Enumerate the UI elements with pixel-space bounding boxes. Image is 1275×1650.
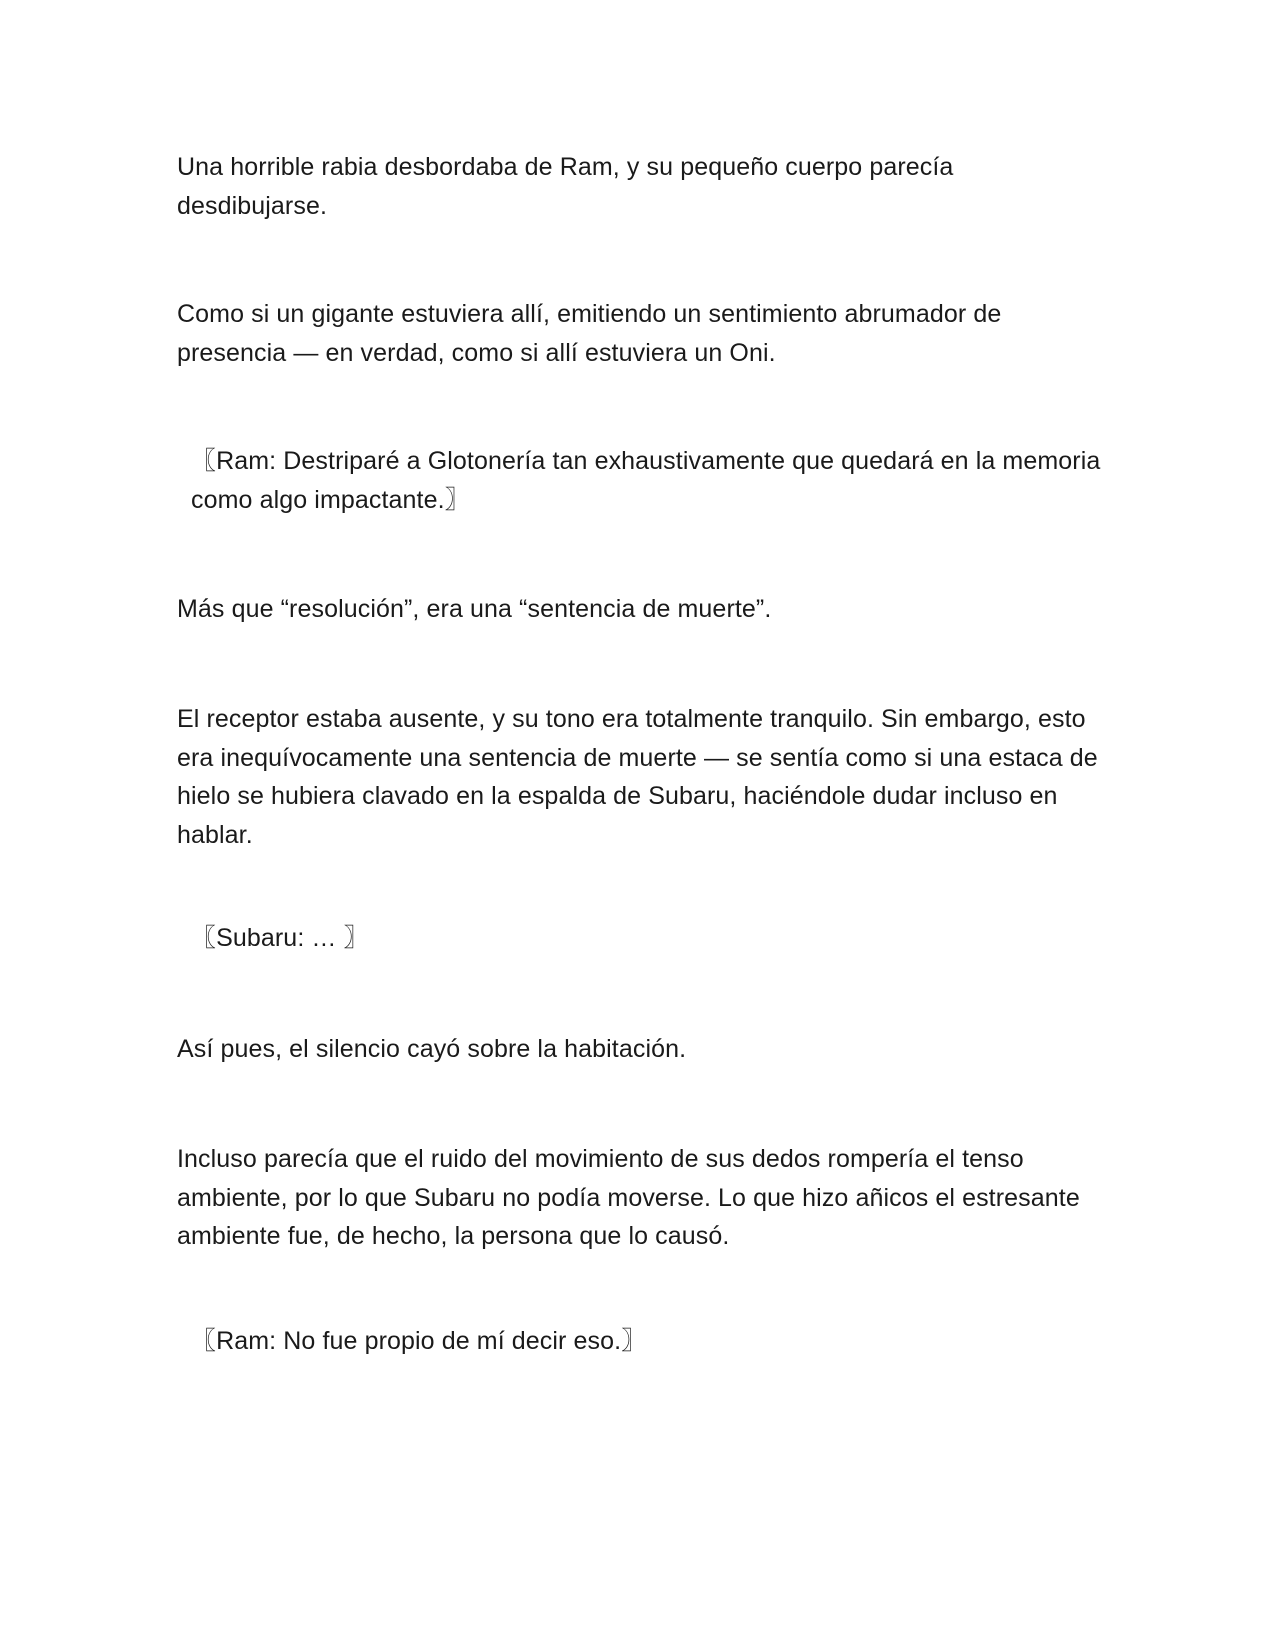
paragraph-tense-atmosphere: Incluso parecía que el ruido del movimiento de sus dedos rompería el tenso ambiente, por lo que Subaru no podía moverse. Lo que hizo añicos el estresante ambiente fue, de hecho, la persona que lo causó. [177, 1145, 1080, 1250]
paragraph-silence-fell: Así pues, el silencio cayó sobre la habitación. [177, 1035, 687, 1063]
paragraph-receptor-absent: El receptor estaba ausente, y su tono era totalmente tranquilo. Sin embargo, esto era inequívocamente una sentencia de muerte — se sentía como si una estaca de hielo se hubiera clavado en la espalda de Subaru, haciéndole dudar incluso en hablar. [177, 705, 1098, 849]
dialogue-ram-threat: 〖Ram: Destriparé a Glotonería tan exhaustivamente que quedará en la memoria como algo impactante.〗 [191, 447, 1101, 514]
paragraph-giant-presence: Como si un gigante estuviera allí, emitiendo un sentimiento abrumador de presencia — en verdad, como si allí estuviera un Oni. [177, 300, 1002, 367]
paragraph-death-sentence: Más que “resolución”, era una “sentencia de muerte”. [177, 595, 772, 623]
dialogue-subaru-silence: 〖Subaru: … 〗 [191, 924, 369, 952]
paragraph-ram-rage: Una horrible rabia desbordaba de Ram, y su pequeño cuerpo parecía desdibujarse. [177, 153, 954, 220]
dialogue-ram-regret: 〖Ram: No fue propio de mí decir eso.〗 [191, 1327, 647, 1355]
